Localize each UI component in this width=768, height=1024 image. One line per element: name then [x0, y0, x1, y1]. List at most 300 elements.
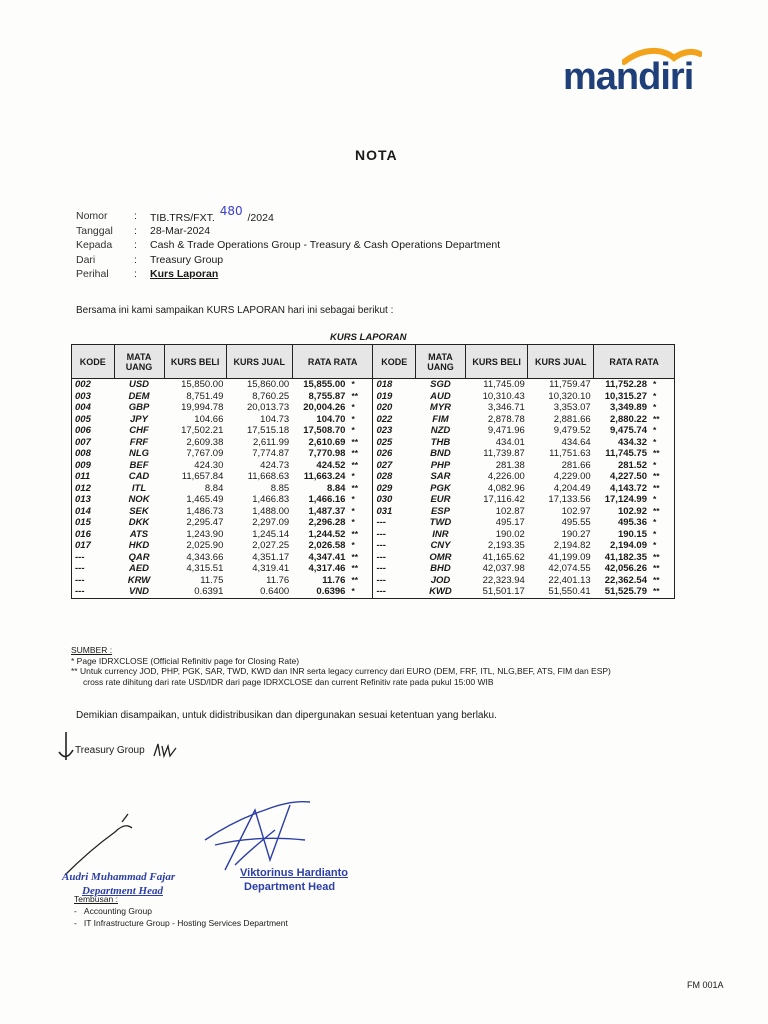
- table-cell: 17,515.18: [246, 425, 290, 437]
- table-cell: 2,295.47: [186, 517, 224, 529]
- mandiri-logo-wave-icon: [622, 44, 702, 68]
- table-cell: 1,245.14: [252, 528, 290, 540]
- table-cell: 1,244.52: [308, 528, 346, 540]
- table-cell: 15,860.00: [246, 379, 290, 391]
- table-cell: 11,752.28: [605, 379, 647, 391]
- table-cell: 281.52: [617, 459, 647, 471]
- table-cell: 20,013.73: [246, 402, 290, 414]
- table-row: [72, 425, 675, 437]
- table-cell: 1,465.49: [186, 494, 224, 506]
- table-cell: 4,315.51: [186, 563, 224, 575]
- table-cell: 11,751.63: [549, 448, 591, 460]
- table-row: [72, 379, 675, 391]
- table-cell: 3,353.07: [553, 402, 591, 414]
- table-cell: 19,994.78: [181, 402, 224, 414]
- table-cell: DEM: [128, 390, 150, 402]
- table-cell: BEF: [129, 459, 149, 471]
- header-label: Nomor: [76, 210, 108, 222]
- table-cell: THB: [430, 436, 451, 448]
- header-label: Perihal: [76, 268, 109, 280]
- table-cell: 41,199.09: [548, 551, 591, 563]
- table-cell: 190.27: [561, 528, 591, 540]
- header-value: Kurs Laporan: [150, 268, 219, 280]
- col-kode: KODE: [373, 345, 416, 379]
- table-cell: 2,194.82: [553, 540, 591, 552]
- table-cell: **: [351, 563, 359, 574]
- table-cell: 2,609.38: [186, 436, 224, 448]
- table-cell: 17,133.56: [548, 494, 591, 506]
- table-cell: SEK: [129, 505, 149, 517]
- table-cell: 11,745.09: [483, 379, 525, 391]
- nomor-prefix: TIB.TRS/FXT.: [150, 212, 215, 224]
- table-cell: 11,745.75: [605, 448, 647, 460]
- initials-mark-icon: [152, 742, 178, 760]
- table-cell: 11.76: [266, 574, 290, 586]
- table-header-row: [72, 345, 675, 379]
- table-cell: 41,182.35: [604, 551, 647, 563]
- table-cell: 424.73: [260, 459, 290, 471]
- table-cell: DKK: [128, 517, 150, 529]
- table-cell: 4,351.17: [252, 551, 290, 563]
- table-cell: **: [351, 436, 359, 447]
- kurs-table: [71, 344, 675, 599]
- table-cell: 8.84: [204, 482, 224, 494]
- table-cell: 9,479.52: [553, 425, 591, 437]
- tembusan-item-text: IT Infrastructure Group - Hosting Services Department: [83, 918, 288, 928]
- table-cell: 004: [72, 402, 115, 414]
- table-cell: 51,525.79: [594, 586, 650, 598]
- table-cell: 11.76: [322, 574, 346, 586]
- table-cell: ---: [373, 575, 416, 587]
- table-cell: 7,770.98: [308, 448, 346, 460]
- table-cell: 019: [373, 391, 416, 403]
- table-cell: *: [650, 379, 675, 391]
- table-cell: **: [351, 448, 359, 459]
- table-cell: *: [351, 425, 355, 436]
- closing-text: Demikian disampaikan, untuk didistribusikan dan dipergunakan sesuai ketentuan yang berlaku.: [76, 710, 497, 721]
- table-cell: **: [351, 482, 359, 493]
- sumber-line: * Page IDRXCLOSE (Official Refinitiv page for Closing Rate): [71, 655, 300, 666]
- table-cell: GBP: [128, 402, 150, 414]
- table-cell: 434.01: [495, 436, 525, 448]
- signatory-role: Department Head: [82, 885, 163, 897]
- table-cell: ---: [373, 517, 416, 529]
- table-row: [72, 460, 675, 472]
- table-cell: TWD: [429, 517, 452, 529]
- table-cell: 1,486.73: [186, 505, 224, 517]
- table-cell: 8,760.25: [252, 390, 290, 402]
- table-cell: 2,027.25: [252, 540, 290, 552]
- col-kurs-beli: KURS BELI: [465, 345, 527, 379]
- table-cell: JOD: [430, 574, 451, 586]
- col-rata-rata: RATA RATA: [594, 345, 675, 379]
- sumber-notes: [71, 645, 611, 687]
- table-title: KURS LAPORAN: [330, 332, 407, 343]
- col-kurs-jual: KURS JUAL: [528, 345, 594, 379]
- table-cell: INR: [432, 528, 449, 540]
- table-cell: 42,037.98: [482, 563, 525, 575]
- form-code: FM 001A: [687, 980, 724, 990]
- table-cell: ATS: [129, 528, 149, 540]
- table-cell: 0.6396: [292, 586, 348, 598]
- table-cell: 4,143.72: [610, 482, 647, 494]
- table-cell: 8,755.87: [308, 390, 346, 402]
- table-cell: PGK: [430, 482, 451, 494]
- table-cell: 4,204.49: [553, 482, 591, 494]
- nomor-suffix: /2024: [247, 212, 274, 224]
- table-cell: 005: [72, 414, 115, 426]
- table-cell: OMR: [429, 551, 452, 563]
- tembusan-item-text: Accounting Group: [83, 906, 152, 916]
- table-cell: ---: [72, 586, 115, 598]
- table-cell: 4,227.50: [610, 471, 647, 483]
- header-value: Cash & Trade Operations Group - Treasury & Cash Operations Department: [150, 239, 501, 251]
- table-cell: 22,401.13: [548, 574, 591, 586]
- table-cell: ---: [72, 575, 115, 587]
- table-cell: 013: [72, 494, 115, 506]
- table-cell: 2,193.35: [487, 540, 525, 552]
- page-title: NOTA: [355, 147, 398, 163]
- table-cell: ---: [72, 563, 115, 575]
- col-rata-rata: RATA RATA: [292, 345, 373, 379]
- table-cell: *: [351, 471, 355, 482]
- header-row-perihal: [76, 268, 500, 283]
- table-cell: FRF: [129, 436, 149, 448]
- tembusan: [74, 893, 288, 929]
- table-cell: 2,194.09: [610, 540, 647, 552]
- table-cell: 1,243.90: [186, 528, 224, 540]
- table-cell: 9,471.96: [487, 425, 525, 437]
- table-cell: **: [650, 471, 675, 483]
- table-cell: FIM: [432, 413, 449, 425]
- col-mata-uang: MATA UANG: [114, 345, 164, 379]
- table-cell: 11.75: [200, 574, 224, 586]
- table-cell: 2,878.78: [487, 413, 525, 425]
- table-cell: 17,124.99: [604, 494, 647, 506]
- table-cell: 11,759.47: [549, 379, 591, 391]
- table-cell: 10,315.27: [604, 390, 647, 402]
- table-cell: 102.92: [617, 505, 647, 517]
- table-cell: 2,297.09: [252, 517, 290, 529]
- table-cell: 424.52: [316, 459, 346, 471]
- table-cell: ---: [373, 552, 416, 564]
- sumber-line: cross rate dihitung dari rate USD/IDR dari page IDRXCLOSE dan current Refinitiv rate pada pukul 15:00 WIB: [83, 676, 494, 687]
- signatory-role: Department Head: [244, 881, 336, 893]
- table-row: [72, 575, 675, 587]
- header-colon: :: [134, 253, 137, 266]
- table-cell: 4,317.46: [308, 563, 346, 575]
- table-row: [72, 391, 675, 403]
- table-row: [72, 471, 675, 483]
- table-cell: 020: [373, 402, 416, 414]
- table-cell: 025: [373, 437, 416, 449]
- header-colon: :: [134, 268, 137, 280]
- table-cell: 8.85: [270, 482, 290, 494]
- table-cell: 4,082.96: [487, 482, 525, 494]
- nomor-handwritten: 480: [219, 204, 243, 218]
- table-cell: ---: [373, 586, 416, 598]
- table-cell: 17,502.21: [181, 425, 224, 437]
- header-value: 28-Mar-2024: [150, 224, 211, 237]
- treasury-group-label: Treasury Group: [75, 745, 145, 756]
- header-colon: :: [134, 224, 137, 237]
- table-cell: ---: [373, 563, 416, 575]
- table-cell: 008: [72, 448, 115, 460]
- table-cell: 031: [373, 506, 416, 518]
- table-cell: 42,056.26: [604, 563, 647, 575]
- table-cell: ITL: [131, 482, 147, 494]
- table-cell: 7,774.87: [252, 448, 290, 460]
- table-cell: 006: [72, 425, 115, 437]
- table-cell: USD: [128, 379, 150, 391]
- table-cell: 104.73: [260, 413, 290, 425]
- table-cell: 11,657.84: [181, 471, 224, 483]
- table-cell: **: [650, 448, 675, 460]
- table-cell: *: [348, 586, 373, 598]
- table-row: [72, 494, 675, 506]
- table-cell: **: [650, 575, 675, 587]
- table-cell: 15,855.00: [303, 379, 346, 391]
- table-cell: 10,310.43: [482, 390, 525, 402]
- table-cell: 4,226.00: [487, 471, 525, 483]
- signatory-name: Viktorinus Hardianto: [240, 867, 348, 879]
- table-cell: 7,767.09: [186, 448, 224, 460]
- table-row: [72, 529, 675, 541]
- header-row-kepada: [76, 239, 500, 254]
- table-cell: ESP: [430, 505, 450, 517]
- table-cell: *: [650, 517, 675, 529]
- table-cell: CHF: [129, 425, 149, 437]
- table-cell: 434.64: [561, 436, 591, 448]
- table-cell: *: [650, 402, 675, 414]
- table-cell: 281.66: [561, 459, 591, 471]
- table-cell: 434.32: [617, 436, 647, 448]
- table-cell: 1,487.37: [308, 505, 346, 517]
- table-cell: 42,074.55: [548, 563, 591, 575]
- paraf-mark-icon: [56, 730, 76, 764]
- table-cell: *: [650, 494, 675, 506]
- table-cell: *: [650, 437, 675, 449]
- table-cell: 030: [373, 494, 416, 506]
- table-cell: *: [351, 379, 355, 390]
- table-cell: QAR: [128, 551, 150, 563]
- table-cell: 8,751.49: [186, 390, 224, 402]
- table-cell: 281.38: [495, 459, 525, 471]
- table-cell: *: [650, 529, 675, 541]
- table-cell: **: [351, 459, 359, 470]
- table-cell: **: [351, 574, 359, 585]
- table-cell: 016: [72, 529, 115, 541]
- col-kode: KODE: [72, 345, 115, 379]
- table-row: [72, 483, 675, 495]
- mandiri-logo-text: mandiri: [563, 56, 694, 98]
- table-cell: **: [351, 390, 359, 401]
- tembusan-item: - IT Infrastructure Group - Hosting Services Department: [74, 918, 288, 928]
- table-cell: 3,346.71: [487, 402, 525, 414]
- table-cell: 190.02: [495, 528, 525, 540]
- table-row: [72, 517, 675, 529]
- table-cell: *: [351, 494, 355, 505]
- table-cell: 41,165.62: [482, 551, 525, 563]
- table-cell: SAR: [430, 471, 451, 483]
- table-row: [72, 437, 675, 449]
- table-cell: 11,668.63: [247, 471, 290, 483]
- table-cell: NZD: [430, 425, 451, 437]
- table-cell: *: [650, 540, 675, 552]
- table-cell: 10,320.10: [548, 390, 591, 402]
- table-row: [72, 402, 675, 414]
- table-cell: 2,025.90: [186, 540, 224, 552]
- table-cell: 495.36: [617, 517, 647, 529]
- table-cell: 026: [373, 448, 416, 460]
- header-row-dari: [76, 254, 500, 269]
- sumber-line: ** Untuk currency JOD, PHP, PGK, SAR, TWD, KWD dan INR serta legacy currency dari EURO (DEM, FRF, ITL, NLG,BEF, ATS, FIM dan ESP): [71, 666, 611, 676]
- header-row-nomor: [76, 204, 500, 225]
- table-cell: 20,004.26: [303, 402, 346, 414]
- table-cell: 023: [373, 425, 416, 437]
- table-cell: **: [351, 551, 359, 562]
- table-cell: 011: [72, 471, 115, 483]
- col-mata-uang: MATA UANG: [415, 345, 465, 379]
- header-row-tanggal: [76, 225, 500, 240]
- table-cell: 2,881.66: [553, 413, 591, 425]
- table-cell: 11,663.24: [303, 471, 346, 483]
- table-row: [72, 552, 675, 564]
- table-cell: 022: [373, 414, 416, 426]
- table-cell: NLG: [128, 448, 150, 460]
- signatory-right: [240, 866, 348, 894]
- table-cell: 4,343.66: [186, 551, 224, 563]
- table-cell: KWD: [415, 586, 465, 598]
- table-cell: 4,229.00: [553, 471, 591, 483]
- header-value: [150, 204, 274, 225]
- table-cell: 2,026.58: [308, 540, 346, 552]
- table-cell: 029: [373, 483, 416, 495]
- table-cell: *: [351, 517, 355, 528]
- table-cell: 11,739.87: [483, 448, 525, 460]
- header-value: Treasury Group: [150, 253, 224, 266]
- col-kurs-beli: KURS BELI: [164, 345, 226, 379]
- table-cell: AUD: [430, 390, 451, 402]
- table-cell: 009: [72, 460, 115, 472]
- table-cell: 9,475.74: [610, 425, 647, 437]
- table-row: [72, 506, 675, 518]
- table-cell: 495.55: [561, 517, 591, 529]
- header-label: Dari: [76, 253, 96, 266]
- table-cell: 0.6391: [164, 586, 226, 598]
- memo-header: [76, 204, 501, 283]
- table-cell: *: [650, 460, 675, 472]
- table-cell: AED: [128, 563, 150, 575]
- table-cell: ---: [72, 552, 115, 564]
- table-row: [72, 563, 675, 575]
- table-cell: 8.84: [326, 482, 346, 494]
- table-cell: 027: [373, 460, 416, 472]
- table-cell: **: [650, 563, 675, 575]
- table-cell: **: [650, 586, 675, 598]
- table-cell: SGD: [430, 379, 451, 391]
- table-cell: CNY: [430, 540, 451, 552]
- table-cell: 003: [72, 391, 115, 403]
- table-cell: 028: [373, 471, 416, 483]
- table-cell: 102.97: [561, 505, 591, 517]
- table-cell: PHP: [430, 459, 451, 471]
- table-cell: 104.70: [316, 413, 346, 425]
- table-cell: 007: [72, 437, 115, 449]
- table-cell: 014: [72, 506, 115, 518]
- table-cell: HKD: [128, 540, 150, 552]
- intro-text: Bersama ini kami sampaikan KURS LAPORAN hari ini sebagai berikut :: [76, 305, 394, 316]
- table-cell: JPY: [130, 413, 148, 425]
- table-cell: 17,116.42: [483, 494, 525, 506]
- table-cell: **: [650, 506, 675, 518]
- table-cell: 102.87: [495, 505, 525, 517]
- table-cell: **: [650, 483, 675, 495]
- table-cell: 15,850.00: [181, 379, 224, 391]
- table-cell: 424.30: [194, 459, 224, 471]
- table-cell: 012: [72, 483, 115, 495]
- table-cell: 104.66: [194, 413, 224, 425]
- table-cell: BND: [430, 448, 451, 460]
- table-cell: NOK: [128, 494, 150, 506]
- table-cell: 017: [72, 540, 115, 552]
- table-cell: 002: [72, 379, 115, 391]
- table-cell: CAD: [128, 471, 150, 483]
- table-cell: 2,296.28: [308, 517, 346, 529]
- header-colon: :: [134, 239, 137, 251]
- table-cell: 4,319.41: [252, 563, 290, 575]
- table-cell: 51,501.17: [465, 586, 527, 598]
- table-cell: 1,488.00: [252, 505, 290, 517]
- table-cell: *: [650, 391, 675, 403]
- table-cell: 495.17: [495, 517, 525, 529]
- table-cell: 0.6400: [226, 586, 292, 598]
- table-cell: 2,880.22: [610, 413, 647, 425]
- table-row: [72, 540, 675, 552]
- table-cell: *: [351, 540, 355, 551]
- table-cell: 22,323.94: [482, 574, 525, 586]
- header-colon: :: [134, 210, 137, 222]
- table-cell: VND: [114, 586, 164, 598]
- sumber-title: SUMBER :: [71, 645, 113, 655]
- table-row: [72, 414, 675, 426]
- table-cell: MYR: [429, 402, 452, 414]
- table-cell: 190.15: [617, 528, 647, 540]
- table-cell: 2,611.99: [252, 436, 290, 448]
- table-cell: 3,349.89: [610, 402, 647, 414]
- table-cell: BHD: [430, 563, 451, 575]
- col-kurs-jual: KURS JUAL: [226, 345, 292, 379]
- table-cell: 1,466.16: [308, 494, 346, 506]
- table-cell: 17,508.70: [303, 425, 346, 437]
- table-cell: ---: [373, 540, 416, 552]
- table-cell: 51,550.41: [528, 586, 594, 598]
- table-cell: 015: [72, 517, 115, 529]
- signatory-name: Audri Muhammad Fajar: [62, 871, 176, 883]
- header-label: Tanggal: [76, 224, 113, 237]
- tembusan-title: Tembusan :: [74, 894, 118, 904]
- table-cell: *: [650, 425, 675, 437]
- table-cell: *: [351, 505, 355, 516]
- table-cell: 018: [373, 379, 416, 391]
- table-cell: **: [650, 552, 675, 564]
- table-cell: 1,466.83: [252, 494, 290, 506]
- table-cell: *: [351, 413, 355, 424]
- table-cell: 22,362.54: [604, 574, 647, 586]
- tembusan-item: - Accounting Group: [74, 906, 152, 916]
- table-cell: 2,610.69: [308, 436, 346, 448]
- table-row: [72, 586, 675, 598]
